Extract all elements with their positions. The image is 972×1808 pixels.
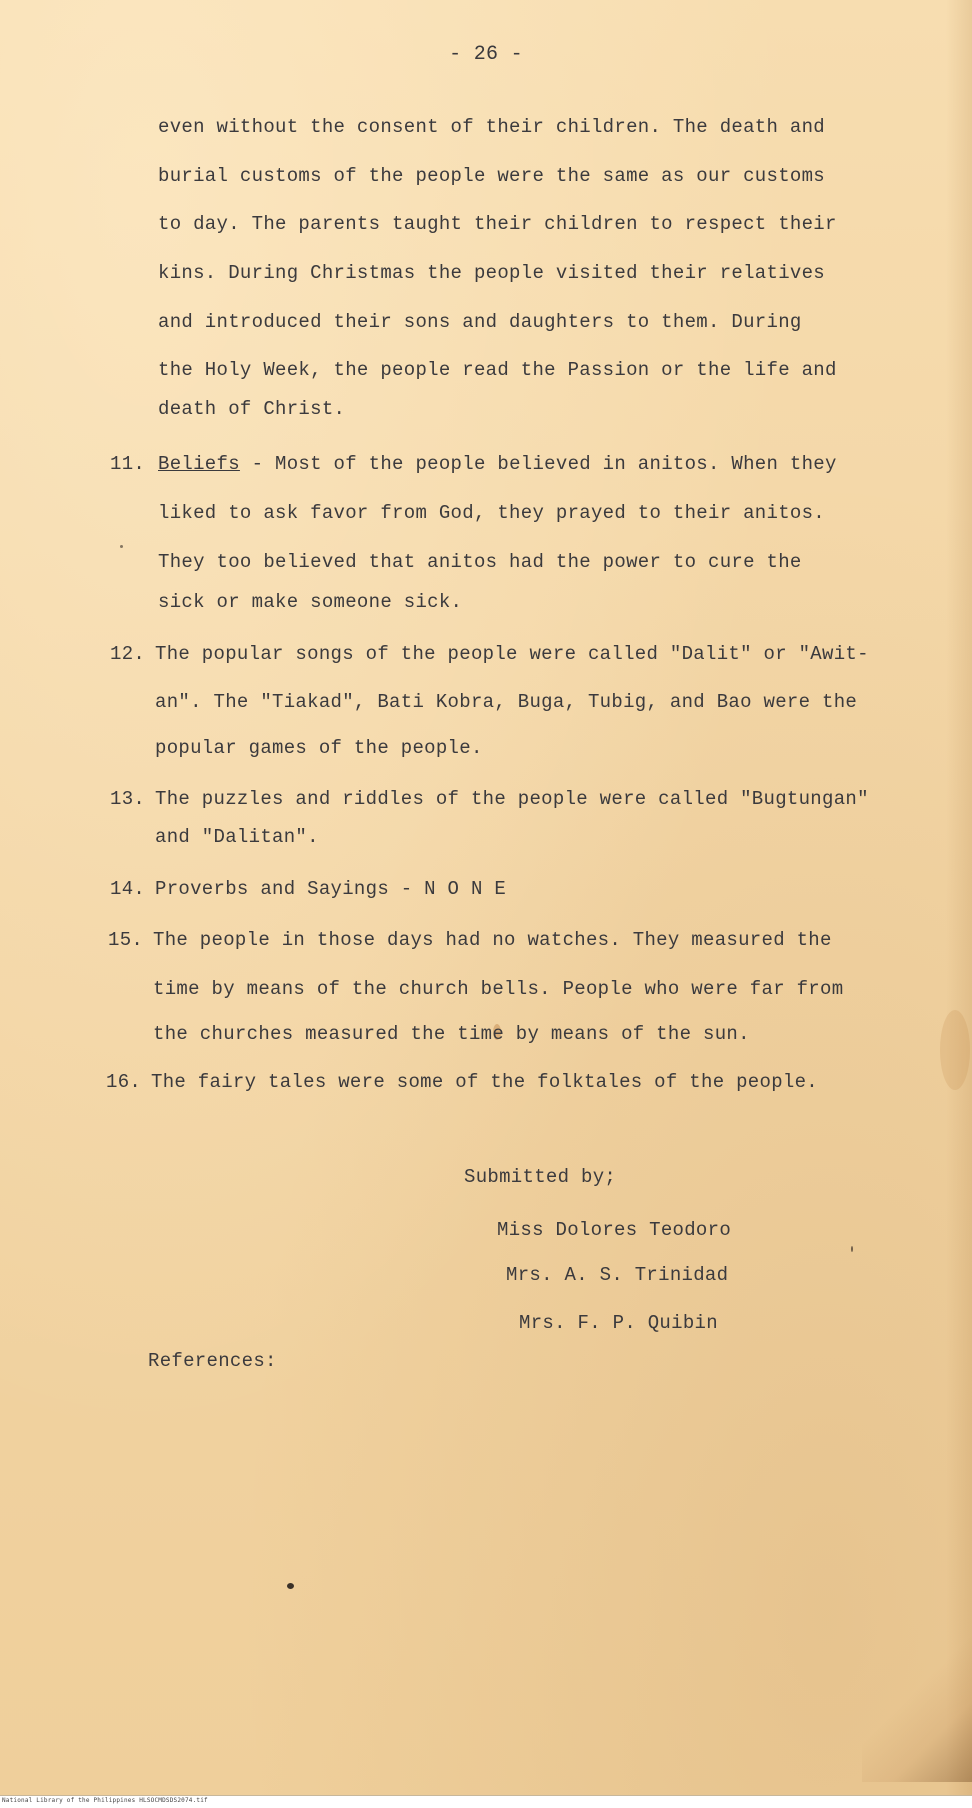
scan-footer-text: National Library of the Philippines HLSOCMDSDS2074.tif [2,1797,208,1804]
paragraph-line: and introduced their sons and daughters to them. During [158,311,802,333]
paragraph-line: death of Christ. [158,398,346,420]
submitter-name: Mrs. F. P. Quibin [519,1312,718,1334]
page-number: - 26 - [449,43,523,66]
paragraph-line: kins. During Christmas the people visited their relatives [158,262,826,284]
item-line: the churches measured the time by means of the sun. [153,1023,750,1045]
submitter-name: Mrs. A. S. Trinidad [506,1264,729,1286]
submitted-by-label: Submitted by; [464,1166,617,1188]
item-line: The puzzles and riddles of the people were called "Bugtungan" [155,788,869,810]
item-label-beliefs: Beliefs [158,453,240,475]
item-line-text: - Most of the people believed in anitos. When they [239,453,837,475]
item-number: 15. [108,929,144,951]
item-number: 12. [110,643,146,665]
item-line: liked to ask favor from God, they prayed to their anitos. [158,502,826,524]
item-line: and "Dalitan". [155,826,319,848]
item-line: The people in those days had no watches. They measured the [153,929,832,951]
item-line: sick or make someone sick. [158,591,463,613]
paragraph-line: to day. The parents taught their children to respect their [158,213,837,235]
scan-footer [0,1795,972,1808]
item-line [158,455,837,474]
item-line: The fairy tales were some of the folktales of the people. [151,1071,819,1093]
item-number: 16. [106,1071,142,1093]
item-number: 11. [110,453,146,475]
submitter-name: Miss Dolores Teodoro [497,1219,732,1241]
item-line: The popular songs of the people were called "Dalit" or "Awit- [155,643,869,665]
item-line: Proverbs and Sayings - N O N E [155,878,507,900]
paragraph-line: even without the consent of their children. The death and [158,116,826,138]
item-number: 13. [110,788,146,810]
item-line: an". The "Tiakad", Bati Kobra, Buga, Tubig, and Bao were the [155,691,858,713]
item-line: time by means of the church bells. People who were far from [153,978,844,1000]
item-number: 14. [110,878,146,900]
item-line: They too believed that anitos had the power to cure the [158,551,802,573]
item-line: popular games of the people. [155,737,483,759]
paragraph-line: burial customs of the people were the same as our customs [158,165,826,187]
references-label: References: [148,1350,277,1372]
paragraph-line: the Holy Week, the people read the Passion or the life and [158,359,837,381]
